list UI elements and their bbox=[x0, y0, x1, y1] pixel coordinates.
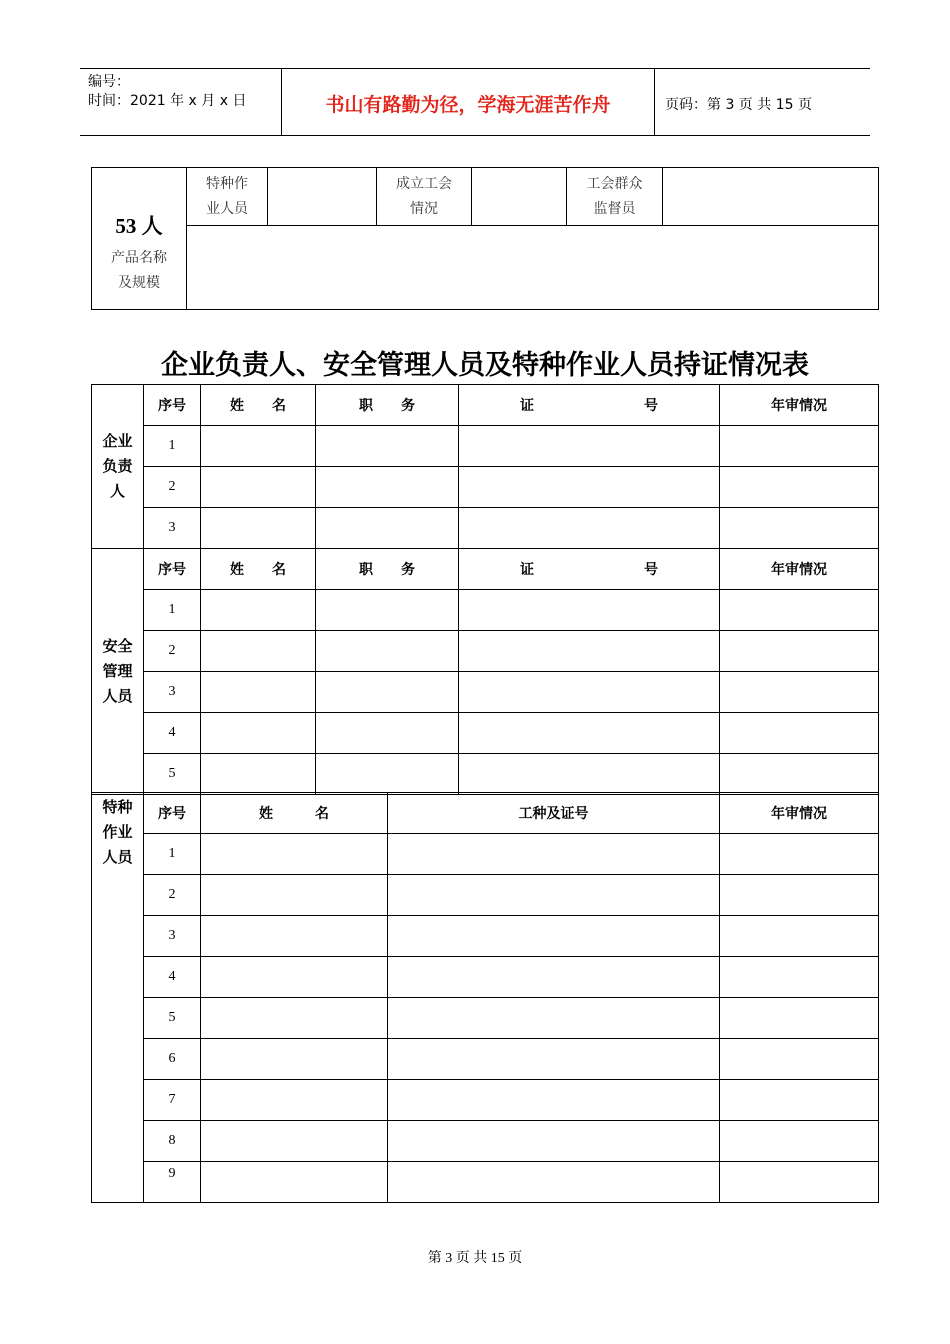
leaders-seq-2: 2 bbox=[144, 467, 201, 508]
special-name-cell[interactable] bbox=[201, 1162, 388, 1203]
union-label-cell bbox=[377, 168, 472, 226]
special-name-cell[interactable] bbox=[201, 1039, 388, 1080]
special-review-cell[interactable] bbox=[720, 834, 879, 875]
leaders-name-cell[interactable] bbox=[201, 426, 316, 467]
header-code-label: 编号： bbox=[88, 74, 130, 90]
special-name-cell[interactable] bbox=[201, 957, 388, 998]
leaders-label-line2: 负责 bbox=[102, 457, 133, 475]
safety-header-cert bbox=[459, 549, 720, 590]
special-cert-cell[interactable] bbox=[388, 998, 720, 1039]
leaders-name-cell[interactable] bbox=[201, 508, 316, 549]
leaders-section-label bbox=[92, 385, 144, 549]
leaders-header-cert bbox=[459, 385, 720, 426]
special-seq-4: 4 bbox=[144, 957, 201, 998]
leaders-header-position: 职 务 bbox=[316, 385, 459, 426]
leaders-review-cell[interactable] bbox=[720, 467, 879, 508]
table-row bbox=[92, 916, 879, 957]
safety-review-cell[interactable] bbox=[720, 713, 879, 754]
leaders-header-review: 年审情况 bbox=[720, 385, 879, 426]
special-name-cell[interactable] bbox=[201, 1080, 388, 1121]
supervisor-value[interactable] bbox=[663, 168, 879, 226]
special-name-cell[interactable] bbox=[201, 1121, 388, 1162]
leaders-seq-1: 1 bbox=[144, 426, 201, 467]
certificate-table-managers bbox=[91, 384, 879, 795]
special-workers-label-line2: 业人员 bbox=[206, 200, 248, 217]
leaders-position-cell[interactable] bbox=[316, 467, 459, 508]
leaders-header-seq: 序号 bbox=[144, 385, 201, 426]
special-header-review: 年审情况 bbox=[720, 793, 879, 834]
special-workers-value[interactable] bbox=[268, 168, 377, 226]
leaders-label-line3: 人 bbox=[109, 482, 125, 500]
header-page-label: 页码：第 3 页 共 15 页 bbox=[665, 97, 812, 113]
union-label-line1: 成立工会 bbox=[396, 175, 452, 192]
special-label-line2: 作业 bbox=[102, 823, 133, 841]
table-row bbox=[92, 875, 879, 916]
leaders-name-cell[interactable] bbox=[201, 467, 316, 508]
employee-count-cell bbox=[92, 168, 187, 310]
safety-cert-cell[interactable] bbox=[459, 754, 720, 795]
special-cert-cell[interactable] bbox=[388, 1121, 720, 1162]
special-review-cell[interactable] bbox=[720, 1039, 879, 1080]
header-motto: 书山有路勤为径，学海无涯苦作舟 bbox=[325, 94, 611, 116]
table-row bbox=[92, 1162, 879, 1203]
special-review-cell[interactable] bbox=[720, 1162, 879, 1203]
special-cert-cell[interactable] bbox=[388, 875, 720, 916]
table-row bbox=[92, 590, 879, 631]
page-title: 企业负责人、安全管理人员及特种作业人员持证情况表 bbox=[161, 350, 809, 381]
header-bottom-rule bbox=[80, 135, 870, 136]
safety-name-cell[interactable] bbox=[201, 713, 316, 754]
safety-header-cert-right: 号 bbox=[644, 562, 658, 578]
special-review-cell[interactable] bbox=[720, 875, 879, 916]
leaders-position-cell[interactable] bbox=[316, 508, 459, 549]
table-row bbox=[92, 672, 879, 713]
leaders-position-cell[interactable] bbox=[316, 426, 459, 467]
special-cert-cell[interactable] bbox=[388, 957, 720, 998]
employee-count: 53 人 bbox=[115, 214, 163, 238]
header-divider-right bbox=[654, 68, 655, 135]
special-section-label bbox=[92, 793, 144, 1203]
safety-header-name: 姓 名 bbox=[201, 549, 316, 590]
safety-review-cell[interactable] bbox=[720, 672, 879, 713]
leaders-label-line1: 企业 bbox=[102, 432, 133, 450]
safety-name-cell[interactable] bbox=[201, 754, 316, 795]
safety-seq-5: 5 bbox=[144, 754, 201, 795]
special-name-cell[interactable] bbox=[201, 875, 388, 916]
table-row bbox=[92, 834, 879, 875]
supervisor-label-cell bbox=[567, 168, 663, 226]
special-review-cell[interactable] bbox=[720, 1121, 879, 1162]
safety-header-seq: 序号 bbox=[144, 549, 201, 590]
special-review-cell[interactable] bbox=[720, 998, 879, 1039]
safety-header-position: 职 务 bbox=[316, 549, 459, 590]
special-cert-cell[interactable] bbox=[388, 1162, 720, 1203]
special-workers-label-cell bbox=[187, 168, 268, 226]
leaders-header-cert-right: 号 bbox=[644, 398, 658, 414]
leaders-header-name: 姓 名 bbox=[201, 385, 316, 426]
union-label-line2: 情况 bbox=[410, 200, 438, 217]
leaders-review-cell[interactable] bbox=[720, 508, 879, 549]
special-header-cert: 工种及证号 bbox=[388, 793, 720, 834]
safety-position-cell[interactable] bbox=[316, 754, 459, 795]
supervisor-label-line2: 监督员 bbox=[593, 200, 636, 217]
product-label-line1: 产品名称 bbox=[111, 250, 167, 266]
special-cert-cell[interactable] bbox=[388, 1080, 720, 1121]
special-seq-5: 5 bbox=[144, 998, 201, 1039]
safety-label-line2: 管理 bbox=[102, 662, 133, 680]
table-row bbox=[92, 426, 879, 467]
safety-name-cell[interactable] bbox=[201, 631, 316, 672]
product-value[interactable] bbox=[187, 226, 879, 310]
safety-review-cell[interactable] bbox=[720, 754, 879, 795]
union-value[interactable] bbox=[472, 168, 567, 226]
page-footer: 第 3 页 共 15 页 bbox=[427, 1251, 523, 1266]
special-cert-cell[interactable] bbox=[388, 834, 720, 875]
special-seq-9: 9 bbox=[144, 1162, 201, 1203]
safety-seq-3: 3 bbox=[144, 672, 201, 713]
safety-cert-cell[interactable] bbox=[459, 713, 720, 754]
safety-review-cell[interactable] bbox=[720, 590, 879, 631]
special-seq-3: 3 bbox=[144, 916, 201, 957]
table-row bbox=[92, 957, 879, 998]
safety-seq-1: 1 bbox=[144, 590, 201, 631]
special-cert-cell[interactable] bbox=[388, 916, 720, 957]
table-row bbox=[92, 467, 879, 508]
special-header-name: 姓 名 bbox=[201, 793, 388, 834]
special-seq-6: 6 bbox=[144, 1039, 201, 1080]
special-review-cell[interactable] bbox=[720, 916, 879, 957]
leaders-cert-cell[interactable] bbox=[459, 467, 720, 508]
safety-review-cell[interactable] bbox=[720, 631, 879, 672]
safety-name-cell[interactable] bbox=[201, 590, 316, 631]
safety-position-cell[interactable] bbox=[316, 713, 459, 754]
safety-header-cert-left: 证 bbox=[520, 562, 534, 578]
table-row bbox=[92, 754, 879, 795]
safety-cert-cell[interactable] bbox=[459, 672, 720, 713]
special-review-cell[interactable] bbox=[720, 957, 879, 998]
table-row bbox=[92, 713, 879, 754]
special-name-cell[interactable] bbox=[201, 998, 388, 1039]
safety-header-review: 年审情况 bbox=[720, 549, 879, 590]
table-row bbox=[92, 508, 879, 549]
product-label-line2: 及规模 bbox=[118, 275, 160, 291]
header-top-rule bbox=[80, 68, 870, 69]
leaders-cert-cell[interactable] bbox=[459, 508, 720, 549]
leaders-seq-3: 3 bbox=[144, 508, 201, 549]
leaders-header-cert-left: 证 bbox=[520, 398, 534, 414]
safety-cert-cell[interactable] bbox=[459, 631, 720, 672]
special-seq-7: 7 bbox=[144, 1080, 201, 1121]
safety-position-cell[interactable] bbox=[316, 631, 459, 672]
company-info-table bbox=[91, 167, 879, 310]
special-cert-cell[interactable] bbox=[388, 1039, 720, 1080]
safety-name-cell[interactable] bbox=[201, 672, 316, 713]
special-review-cell[interactable] bbox=[720, 1080, 879, 1121]
safety-seq-4: 4 bbox=[144, 713, 201, 754]
table-row bbox=[92, 1080, 879, 1121]
safety-section-label bbox=[92, 549, 144, 795]
table-row bbox=[92, 1039, 879, 1080]
safety-seq-2: 2 bbox=[144, 631, 201, 672]
safety-label-line1: 安全 bbox=[102, 637, 133, 655]
safety-label-line3: 人员 bbox=[102, 687, 133, 705]
safety-position-cell[interactable] bbox=[316, 672, 459, 713]
safety-cert-cell[interactable] bbox=[459, 590, 720, 631]
special-label-line3: 人员 bbox=[102, 848, 133, 866]
header-time-label: 时间：2021 年 x 月 x 日 bbox=[88, 93, 247, 109]
special-seq-2: 2 bbox=[144, 875, 201, 916]
supervisor-label-line1: 工会群众 bbox=[586, 175, 643, 192]
special-seq-8: 8 bbox=[144, 1121, 201, 1162]
leaders-review-cell[interactable] bbox=[720, 426, 879, 467]
safety-position-cell[interactable] bbox=[316, 590, 459, 631]
table-row bbox=[92, 631, 879, 672]
special-name-cell[interactable] bbox=[201, 916, 388, 957]
special-workers-label-line1: 特种作 bbox=[206, 175, 248, 192]
leaders-cert-cell[interactable] bbox=[459, 426, 720, 467]
certificate-table-special-workers bbox=[91, 792, 879, 1203]
table-row bbox=[92, 1121, 879, 1162]
special-seq-1: 1 bbox=[144, 834, 201, 875]
special-name-cell[interactable] bbox=[201, 834, 388, 875]
table-row bbox=[92, 998, 879, 1039]
special-label-line1: 特种 bbox=[102, 798, 133, 816]
special-header-seq: 序号 bbox=[144, 793, 201, 834]
